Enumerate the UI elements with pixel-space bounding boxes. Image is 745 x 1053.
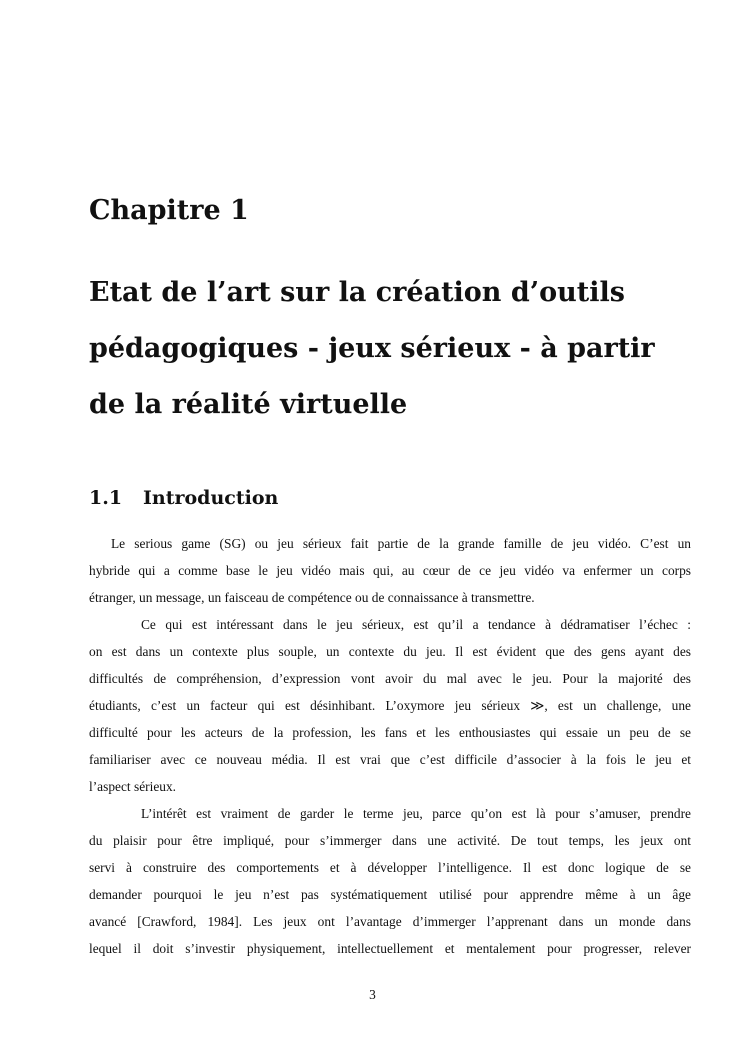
paragraph-line: difficulté pour les acteurs de la profession, les fans et les enthousiastes qui essaie un peu de se	[89, 725, 691, 740]
paragraph-line: lequel il doit s’investir physiquement, intellectuellement et mentalement pour progresser, relever	[89, 941, 691, 956]
paragraph-line: L’intérêt est vraiment de garder le terme jeu, parce qu’on est là pour s’amuser, prendre	[141, 806, 691, 821]
chapter-title-line: pédagogiques - jeux sérieux - à partir	[89, 333, 655, 364]
chapter-title	[89, 273, 699, 441]
paragraph-line: on est dans un contexte plus souple, un contexte du jeu. Il est évident que des gens ayant des	[89, 644, 691, 659]
paragraph-line: étranger, un message, un faisceau de compétence ou de connaissance à transmettre.	[89, 590, 535, 605]
paragraph-line: hybride qui a comme base le jeu vidéo mais qui, au cœur de ce jeu vidéo va enfermer un corps	[89, 563, 691, 578]
page-number: 3	[369, 987, 376, 1002]
paragraph-line: familiariser avec ce nouveau média. Il est vrai que c’est difficile d’associer à la fois le jeu et	[89, 752, 691, 767]
section-title: Introduction	[143, 487, 279, 509]
paragraph-line: servi à construire des comportements et à développer l’intelligence. Il est donc logique de se	[89, 860, 691, 875]
paragraph-line: Ce qui est intéressant dans le jeu sérieux, est qu’il a tendance à dédramatiser l’échec :	[141, 617, 691, 632]
paragraph-line: demander pourquoi le jeu n’est pas systématiquement utilisé pour apprendre même à un âge	[89, 887, 691, 902]
body-text	[89, 530, 691, 962]
paragraph-line: du plaisir pour être impliqué, pour s’immerger dans une activité. De tout temps, les jeux ont	[89, 833, 691, 848]
section-heading	[89, 485, 278, 511]
chapter-title-line: Etat de l’art sur la création d’outils	[89, 277, 625, 308]
paragraph-line: Le serious game (SG) ou jeu sérieux fait partie de la grande famille de jeu vidéo. C’est un	[111, 536, 691, 551]
paragraph-line: avancé [Crawford, 1984]. Les jeux ont l’avantage d’immerger l’apprenant dans un monde dans	[89, 914, 691, 929]
paragraph-line: étudiants, c’est un facteur qui est désinhibant. L’oxymore jeu sérieux ≫, est un challenge, une	[89, 698, 691, 713]
chapter-title-line: de la réalité virtuelle	[89, 389, 408, 420]
section-number: 1.1	[89, 487, 123, 509]
paragraph-line: l’aspect sérieux.	[89, 779, 176, 794]
paragraph-line: difficultés de compréhension, d’expression vont avoir du mal avec le jeu. Pour la majorité des	[89, 671, 691, 686]
chapter-label: Chapitre 1	[89, 195, 249, 226]
